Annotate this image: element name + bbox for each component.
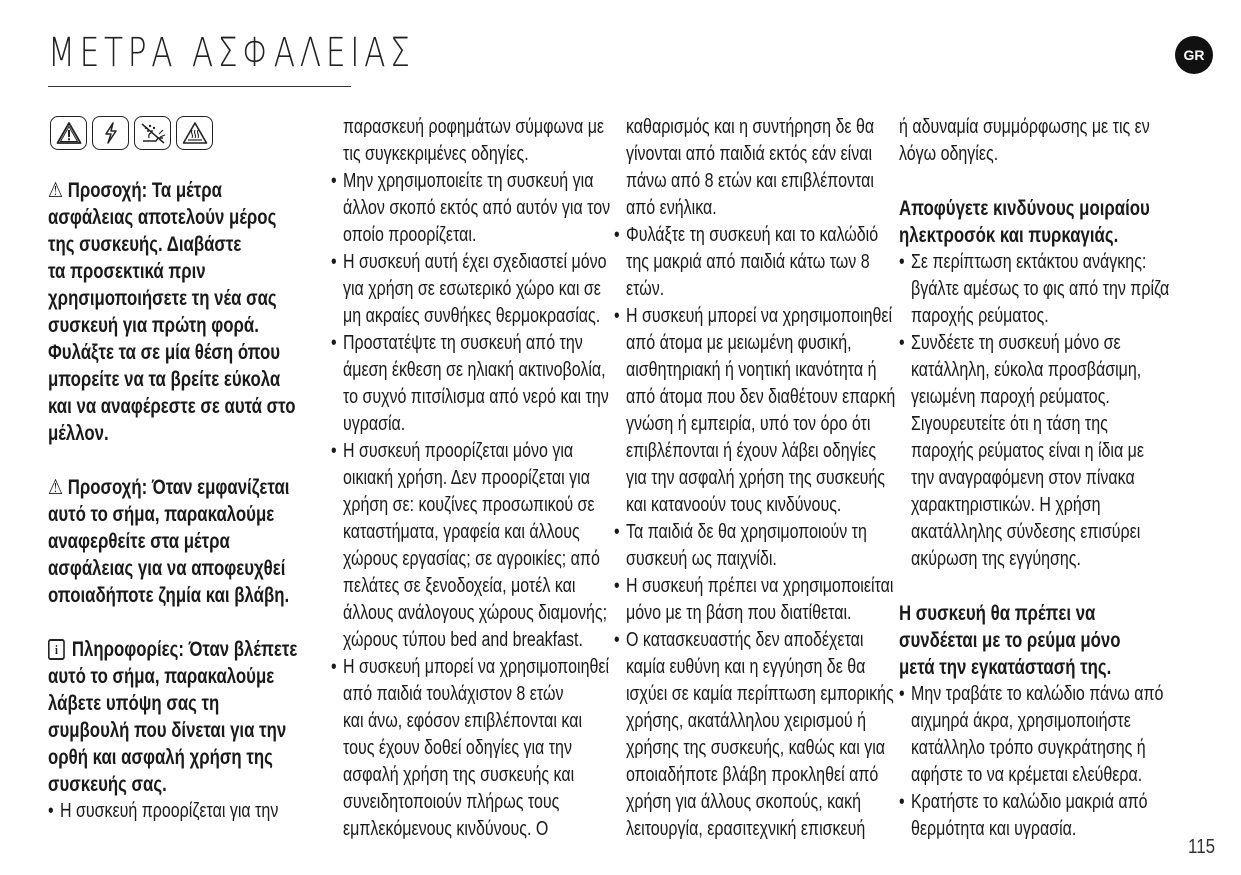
text-line: κατάλληλη, εύκολα προσβάσιμη, bbox=[911, 359, 1142, 381]
text-line: καμία ευθύνη και η εγγύηση δε θα bbox=[626, 656, 866, 678]
text-line: οποιαδήποτε βλάβη προκληθεί από bbox=[626, 764, 879, 786]
text-line: γνώση ή εμπειρία, υπό τον όρο ότι bbox=[626, 413, 871, 435]
info-block: i Πληροφορίες: Όταν βλέπετε αυτό το σήμα, παρακαλούμε λάβετε υπόψη σας τη συμβουλή που δίνεται για την ορθή και ασφαλή χρήση της συσκευής σας. bbox=[48, 638, 298, 796]
text-line: γίνονται από παιδιά εκτός εάν είναι bbox=[626, 143, 873, 165]
no-water-spray-icon bbox=[134, 116, 171, 150]
section-heading: μετά την εγκατάστασή της. bbox=[899, 656, 1112, 679]
symbol-warning-block: ⚠ Προσοχή: Όταν εμφανίζεται αυτό το σήμα, παρακαλούμε αναφερθείτε στα μέτρα ασφάλειας για να αποφευχθεί οποιαδήποτε ζημία και βλάβη. bbox=[48, 475, 290, 607]
text-line: και άνω, εφόσον επιβλέπονται και bbox=[343, 710, 583, 732]
list-item: • Η συσκευή μπορεί να χρησιμοποιηθεί bbox=[331, 654, 610, 681]
text-line: μόνο με τη βάση που διατίθεται. bbox=[626, 602, 852, 624]
text-line: χρήση για άλλους σκοπούς, κακή bbox=[626, 791, 862, 813]
list-item: • Η συσκευή προορίζεται για την bbox=[48, 798, 297, 825]
list-item: • Η συσκευή μπορεί να χρησιμοποιηθεί bbox=[614, 303, 895, 330]
text-line: Σιγουρευτείτε ότι η τάση της bbox=[911, 413, 1108, 435]
text-line: από παιδιά τουλάχιστον 8 ετών bbox=[343, 683, 564, 705]
list-item: • Συνδέετε τη συσκευή μόνο σε bbox=[899, 330, 1169, 357]
list-item: • Ο κατασκευαστής δεν αποδέχεται bbox=[614, 627, 895, 654]
text-line: χρήσης της συσκευής, καθώς και για bbox=[626, 737, 886, 759]
text-line: πάνω από 8 ετών και επιβλέπονται bbox=[626, 170, 874, 192]
list-item: • Τα παιδιά δε θα χρησιμοποιούν τη bbox=[614, 519, 895, 546]
text-line: για την ασφαλή χρήση της συσκευής bbox=[626, 467, 885, 489]
text-line: ακατάλληλης σύνδεσης επισύρει bbox=[911, 521, 1141, 543]
spacer bbox=[899, 573, 1169, 600]
text-line: εμπλεκόμενους κινδύνους. Ο bbox=[343, 818, 549, 840]
lightning-bolt-icon bbox=[92, 116, 129, 150]
section-heading: συνδέεται με το ρεύμα μόνο bbox=[899, 629, 1121, 652]
text-line: της μακριά από παιδιά κάτω των 8 bbox=[626, 251, 870, 273]
text-line: από ενήλικα. bbox=[626, 197, 717, 219]
text-line: παροχής ρεύματος. bbox=[911, 305, 1049, 327]
text-line: χρήση σε: κουζίνες προσωπικού σε bbox=[343, 494, 595, 516]
text-line: ισχύει σε καμία περίπτωση εμπορικής bbox=[626, 683, 894, 705]
text-line: αιχμηρά άκρα, χρησιμοποιήστε bbox=[911, 710, 1131, 732]
text-line: αισθητηριακή ή νοητική ικανότητα ή bbox=[626, 359, 877, 381]
warning-icon: ⚠ bbox=[48, 475, 64, 499]
text-line: συσκευή ως παιχνίδι. bbox=[626, 548, 777, 570]
list-item: • Η συσκευή πρέπει να χρησιμοποιείται bbox=[614, 573, 895, 600]
text-line: την αναγραφόμενη στον πίνακα bbox=[911, 467, 1135, 489]
list-item: • Η συσκευή αυτή έχει σχεδιαστεί μόνο bbox=[331, 249, 610, 276]
text-line: άλλους ανάλογους χώρους διαμονής; bbox=[343, 602, 608, 624]
text-line: για χρήση σε εσωτερικό χώρο και σε bbox=[343, 278, 601, 300]
warning-icon: ⚠ bbox=[48, 178, 64, 202]
text-line: από άτομα με μειωμένη φυσική, bbox=[626, 332, 852, 354]
text-line: ετών. bbox=[626, 278, 665, 300]
list-item: • Φυλάξτε τη συσκευή και το καλώδιό bbox=[614, 222, 895, 249]
text-line: οποίο προορίζεται. bbox=[343, 224, 477, 246]
text-line: επιβλέπονται ή έχουν λάβει οδηγίες bbox=[626, 440, 877, 462]
section-heading: ηλεκτροσόκ και πυρκαγιάς. bbox=[899, 224, 1119, 247]
text-line: θερμότητα και υγρασία. bbox=[911, 818, 1077, 840]
list-item: • Μην χρησιμοποιείτε τη συσκευή για bbox=[331, 168, 610, 195]
text-line: άμεση έκθεση σε ηλιακή ακτινοβολία, bbox=[343, 359, 606, 381]
text-line: τους έχουν δοθεί οδηγίες για την bbox=[343, 737, 572, 759]
text-line: υγρασία. bbox=[343, 413, 406, 435]
safety-symbols bbox=[50, 116, 213, 150]
text-line: μη ακραίες συνθήκες θερμοκρασίας. bbox=[343, 305, 601, 327]
page-title: ΜΕΤΡΑ ΑΣΦΑΛΕΙΑΣ bbox=[48, 30, 415, 76]
text-line: τις συγκεκριμένες οδηγίες. bbox=[343, 143, 529, 165]
section-heading: Η συσκευή θα πρέπει να bbox=[899, 602, 1096, 625]
text-line: άλλον σκοπό εκτός από αυτόν για τον bbox=[343, 197, 611, 219]
text-line: καταστήματα, γραφεία και άλλους bbox=[343, 521, 580, 543]
text-line: χαρακτηριστικών. Η χρήση bbox=[911, 494, 1101, 516]
list-item: • Προστατέψτε τη συσκευή από την bbox=[331, 330, 610, 357]
text-line: το συχνό πιτσίλισμα από νερό και την bbox=[343, 386, 609, 408]
text-line: λειτουργία, ερασιτεχνική επισκευή bbox=[626, 818, 866, 840]
list-item: • Σε περίπτωση εκτάκτου ανάγκης: bbox=[899, 249, 1169, 276]
spacer bbox=[899, 168, 1169, 195]
page-number: 115 bbox=[1188, 836, 1216, 858]
text-line: χώρους τύπου bed and breakfast. bbox=[343, 629, 583, 651]
hot-surface-icon bbox=[176, 116, 213, 150]
title-underline bbox=[48, 86, 351, 87]
language-badge: GR bbox=[1175, 36, 1213, 74]
intro-column bbox=[48, 177, 360, 825]
text-line: οικιακή χρήση. Δεν προορίζεται για bbox=[343, 467, 590, 489]
text-line: παρασκευή ροφημάτων σύμφωνα με bbox=[343, 116, 605, 138]
text-line: λόγω οδηγίες. bbox=[899, 143, 999, 165]
text-line: από άτομα που δεν διαθέτουν επαρκή bbox=[626, 386, 896, 408]
list-item: • Κρατήστε το καλώδιο μακριά από bbox=[899, 789, 1169, 816]
text-line: χώρους εργασίας; σε αγροικίες; από bbox=[343, 548, 600, 570]
text-line: ακύρωση της εγγύησης. bbox=[911, 548, 1081, 570]
info-icon: i bbox=[48, 639, 65, 660]
text-column-4 bbox=[899, 114, 1237, 843]
text-line: και κατανοούν τους κινδύνους. bbox=[626, 494, 842, 516]
list-item: • Η συσκευή προορίζεται μόνο για bbox=[331, 438, 610, 465]
list-item: • Μην τραβάτε το καλώδιο πάνω από bbox=[899, 681, 1169, 708]
text-line: ή αδυναμία συμμόρφωσης με τις εν bbox=[899, 116, 1150, 138]
text-line: ασφαλή χρήση της συσκευής και bbox=[343, 764, 575, 786]
safety-warning-block: ⚠ Προσοχή: Τα μέτρα ασφάλειας αποτελούν μέρος της συσκευής. Διαβάστε τα προσεκτικά πριν χρησιμοποιήσετε τη νέα σας συσκευή για πρώτη φορά. Φυλάξτε τα σε μία θέση όπου μπορείτε να τα βρείτε εύκολα και να αναφέρεστε σε αυτά στο μέλλον. bbox=[48, 178, 296, 445]
text-line: χρήσης, ακατάλληλου χειρισμού ή bbox=[626, 710, 866, 732]
section-heading: Αποφύγετε κινδύνους μοιραίου bbox=[899, 197, 1150, 220]
text-line: βγάλτε αμέσως το φις από την πρίζα bbox=[911, 278, 1170, 300]
text-line: συνειδητοποιούν πλήρως τους bbox=[343, 791, 560, 813]
text-line: παροχής ρεύματος είναι η ίδια με bbox=[911, 440, 1145, 462]
text-line: κατάλληλο τρόπο συγκράτησης ή bbox=[911, 737, 1146, 759]
text-line: αφήστε το να κρέμεται ελεύθερα. bbox=[911, 764, 1143, 786]
text-line: γειωμένη παροχή ρεύματος. bbox=[911, 386, 1110, 408]
warning-triangle-icon bbox=[50, 116, 87, 150]
text-line: πελάτες σε ξενοδοχεία, μοτέλ και bbox=[343, 575, 576, 597]
text-line: καθαρισμός και η συντήρηση δε θα bbox=[626, 116, 875, 138]
